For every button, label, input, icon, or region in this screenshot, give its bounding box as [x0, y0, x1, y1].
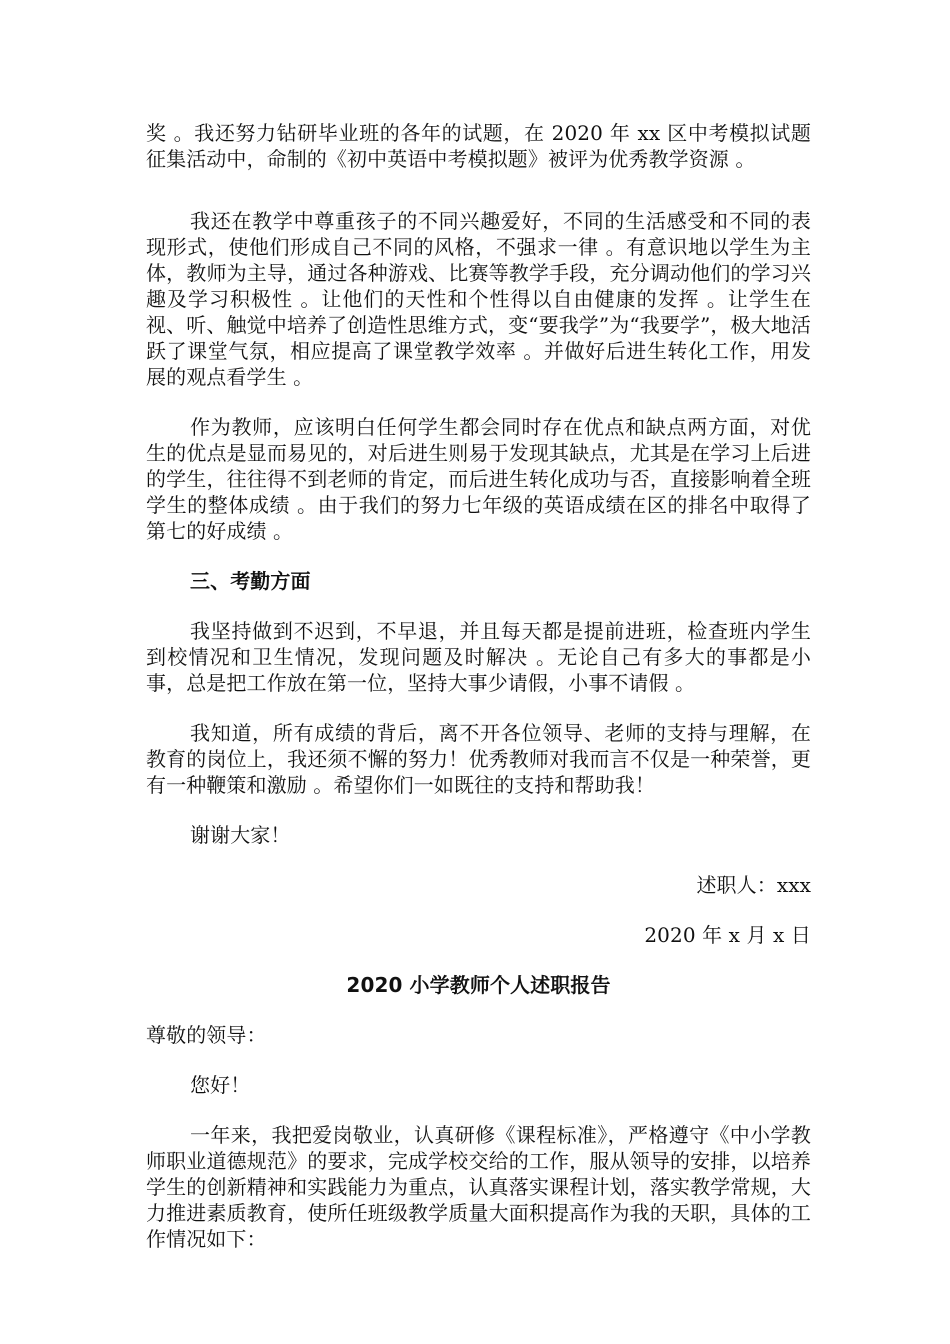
paragraph-teacher-attitude: 作为教师，应该明白任何学生都会同时存在优点和缺点两方面，对优生的优点是显而易见的，对后进生则易于发现其缺点，尤其是在学习上后进的学生，往往得不到老师的肯定，而后进生转化成功与否，直接影响着全班学生的整体成绩 。由于我们的努力七年级的英语成绩在区的排名中取得了第七的好成绩 。: [146, 415, 811, 543]
paragraph-introduction: 一年来，我把爱岗敬业，认真研修《课程标准》，严格遵守《中小学教师职业道德规范》的要求，完成学校交给的工作，服从领导的安排，以培养学生的创新精神和实践能力为重点，认真落实课程计划，落实教学常规，大力推进素质教育，使所任班级教学质量大面积提高作为我的天职，具体的工作情况如下：: [146, 1123, 811, 1251]
paragraph-attendance: 我坚持做到不迟到，不早退，并且每天都是提前进班，检查班内学生到校情况和卫生情况，发现问题及时解决 。无论自己有多大的事都是小事，总是把工作放在第一位，坚持大事少请假，小事不请假 。: [146, 619, 811, 695]
closing-thanks: 谢谢大家！: [190, 823, 291, 847]
paragraph-award-continuation: 奖 。我还努力钻研毕业班的各年的试题，在 2020 年 xx 区中考模拟试题征集活动中，命制的《初中英语中考模拟题》被评为优秀教学资源 。: [146, 121, 811, 171]
date-line: 2020 年 x 月 x 日: [644, 923, 811, 947]
report-title: 2020 小学教师个人述职报告: [346, 973, 611, 997]
signature-line: 述职人：xxx: [696, 873, 811, 897]
document-body: [146, 120, 811, 1252]
salutation: 尊敬的领导：: [146, 1023, 267, 1047]
paragraph-acknowledgement: 我知道，所有成绩的背后，离不开各位领导、老师的支持与理解，在教育的岗位上，我还须不懈的努力！优秀教师对我而言不仅是一种荣誉，更有一种鞭策和激励 。希望你们一如既往的支持和帮助我！: [146, 721, 811, 797]
greeting: 您好！: [190, 1073, 251, 1097]
section-heading-attendance: 三、考勤方面: [190, 569, 311, 593]
paragraph-respect-interests: 我还在教学中尊重孩子的不同兴趣爱好，不同的生活感受和不同的表现形式，使他们形成自己不同的风格，不强求一律 。有意识地以学生为主体，教师为主导，通过各种游戏、比赛等教学手段，充分调动他们的学习兴趣及学习积极性 。让他们的天性和个性得以自由健康的发挥 。让学生在视、听、触觉中培养了创造性思维方式，变“要我学”为“我要学”，极大地活跃了课堂气氛，相应提高了课堂教学效率 。并做好后进生转化工作，用发展的观点看学生 。: [146, 209, 811, 389]
